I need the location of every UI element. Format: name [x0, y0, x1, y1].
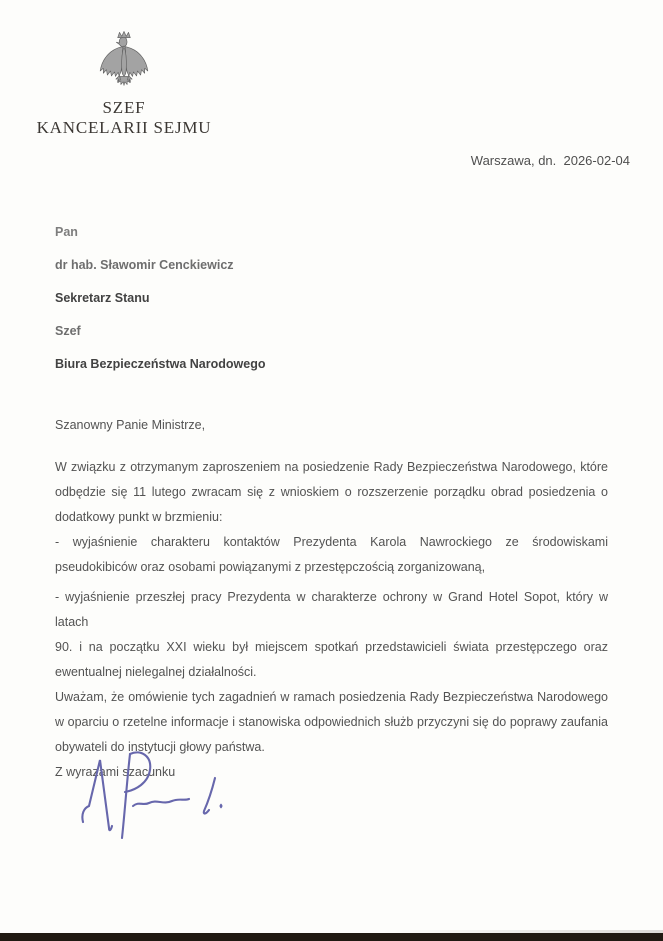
text-line: obywateli do instytucji głowy państwa.	[55, 740, 265, 754]
text-line: pseudokibiców oraz osobami powiązanymi z przestępczością zorganizowaną,	[55, 560, 486, 574]
addressee-name: dr hab. Sławomir Cenckiewicz	[55, 258, 234, 272]
addressee-block	[55, 216, 265, 381]
addressee-honorific: Pan	[55, 225, 78, 239]
text-line: Uważam, że omówienie tych zagadnień w ramach posiedzenia Rady Bezpieczeństwa Narodowego	[55, 690, 608, 704]
office-title-line2: KANCELARII SEJMU	[36, 118, 212, 137]
addressee-role: Szef	[55, 324, 81, 338]
closing-phrase: Z wyrazami szacunku	[55, 765, 176, 779]
text-line: - wyjaśnienie charakteru kontaktów Prezydenta Karola Nawrockiego ze środowiskami	[55, 535, 608, 549]
polish-eagle-emblem-icon	[97, 30, 151, 94]
date-line: Warszawa, dn. 2026-02-04	[470, 153, 630, 168]
text-line: w oparciu o rzetelne informacje i stanowiska odpowiednich służb przyczyni się do poprawy zaufania	[55, 715, 608, 729]
text-line: dodatkowy punkt w brzmieniu:	[55, 510, 223, 524]
paragraph-request	[55, 455, 608, 530]
paragraph-bullet-1	[55, 530, 608, 580]
scan-edge-bar	[0, 933, 663, 941]
text-line: odbędzie się 11 lutego zwracam się z wnioskiem o rozszerzenie porządku obrad posiedzenia o	[55, 485, 608, 499]
text-line: W związku z otrzymanym zaproszeniem na posiedzenie Rady Bezpieczeństwa Narodowego, które	[55, 460, 608, 474]
text-line: 90. i na początku XXI wieku był miejscem spotkań przedstawicieli świata przestępczego oraz	[55, 640, 608, 654]
salutation: Szanowny Panie Ministrze,	[55, 418, 206, 432]
addressee-position: Sekretarz Stanu	[55, 291, 150, 305]
office-title-line1: SZEF	[102, 98, 146, 117]
letter-body	[55, 413, 608, 785]
handwritten-signature	[75, 748, 265, 848]
text-line: - wyjaśnienie przeszłej pracy Prezydenta w charakterze ochrony w Grand Hotel Sopot, który w latach	[55, 590, 608, 629]
addressee-institution: Biura Bezpieczeństwa Narodowego	[55, 357, 266, 371]
text-line: ewentualnej nielegalnej działalności.	[55, 665, 257, 679]
letterhead	[18, 30, 230, 138]
paragraph-bullet-2	[55, 585, 608, 685]
